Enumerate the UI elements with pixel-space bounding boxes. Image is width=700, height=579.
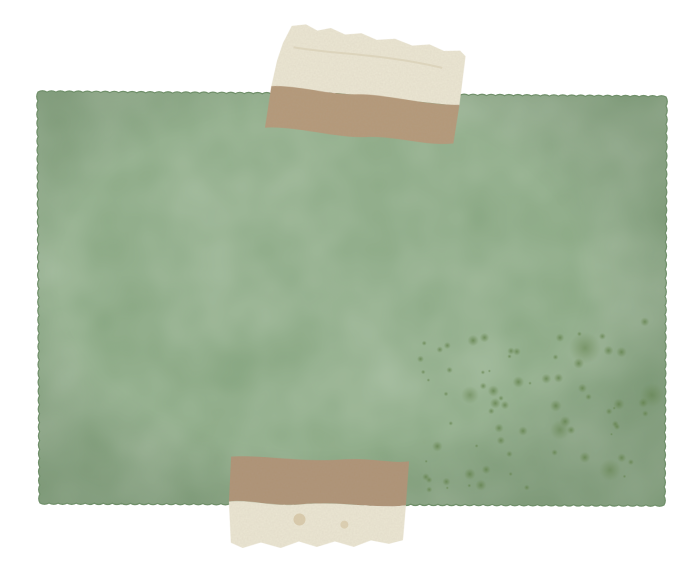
mildew-spot — [497, 436, 505, 444]
mildew-spot — [550, 400, 562, 412]
mildew-spot — [488, 369, 491, 372]
mildew-spot — [464, 468, 476, 480]
mildew-spot — [417, 356, 424, 363]
mildew-spot — [481, 370, 485, 374]
mildew-spot — [507, 354, 512, 359]
mildew-spot — [482, 465, 491, 474]
mildew-blot — [569, 332, 601, 364]
mildew-spot — [553, 354, 559, 360]
mildew-spot — [606, 408, 613, 415]
mildew-spot — [444, 392, 449, 397]
mildew-spot — [578, 384, 587, 393]
mildew-spot — [446, 486, 449, 489]
mildew-spot — [506, 451, 513, 458]
mildew-spot — [442, 478, 450, 486]
mildew-spot — [426, 487, 432, 493]
mildew-spot — [585, 394, 592, 401]
mildew-spot — [421, 370, 426, 375]
mildew-spot — [528, 381, 532, 385]
mildew-spot — [422, 341, 427, 346]
mildew-spot — [432, 441, 443, 452]
mildew-spot — [509, 472, 513, 476]
mildew-spot — [449, 421, 454, 426]
mildew-spot — [446, 367, 452, 373]
bottom-tape — [228, 456, 409, 553]
mildew-blot — [461, 386, 479, 404]
mildew-spot — [628, 459, 634, 465]
mildew-spot — [437, 346, 444, 353]
mildew-spot — [494, 424, 503, 433]
mildew-spot — [623, 475, 627, 479]
mildew-spot — [541, 374, 551, 384]
mildew-spot — [613, 406, 616, 409]
mildew-spot — [642, 410, 649, 417]
mildew-spot — [498, 395, 504, 401]
mildew-spot — [640, 317, 649, 326]
mildew-spot — [467, 484, 471, 488]
mildew-blot — [640, 383, 664, 407]
mildew-spot — [518, 426, 528, 436]
mildew-spot — [551, 449, 558, 456]
mildew-spot — [488, 385, 499, 396]
mildew-spot — [513, 348, 521, 356]
mildew-spot — [488, 408, 495, 415]
mildew-spot — [614, 423, 621, 430]
mildew-spot — [579, 452, 590, 463]
mildew-spot — [617, 453, 626, 462]
card-edge-shading — [37, 91, 668, 507]
mildew-blot — [550, 420, 570, 440]
mildew-spot — [554, 373, 563, 382]
mildew-spot — [616, 347, 627, 358]
mildew-spot — [480, 333, 490, 343]
mildew-spot — [610, 433, 613, 436]
mildew-spot — [599, 333, 606, 340]
mildew-spot — [475, 480, 486, 491]
mildew-spot — [475, 444, 479, 448]
mildew-spot — [604, 346, 614, 356]
mildew-spot — [513, 376, 525, 388]
mildew-spot — [480, 383, 487, 390]
green-card — [37, 91, 668, 507]
mildew-spot — [556, 333, 565, 342]
mildew-spot — [501, 401, 510, 410]
mildew-spot — [425, 460, 428, 463]
mildew-spot — [524, 485, 530, 491]
bottom-tape-band — [229, 456, 409, 508]
mildew-spot — [422, 473, 430, 481]
mildew-spot — [427, 378, 431, 382]
mildew-spot — [467, 335, 478, 346]
mildew-spot — [444, 342, 451, 349]
mildew-blot — [599, 459, 621, 481]
